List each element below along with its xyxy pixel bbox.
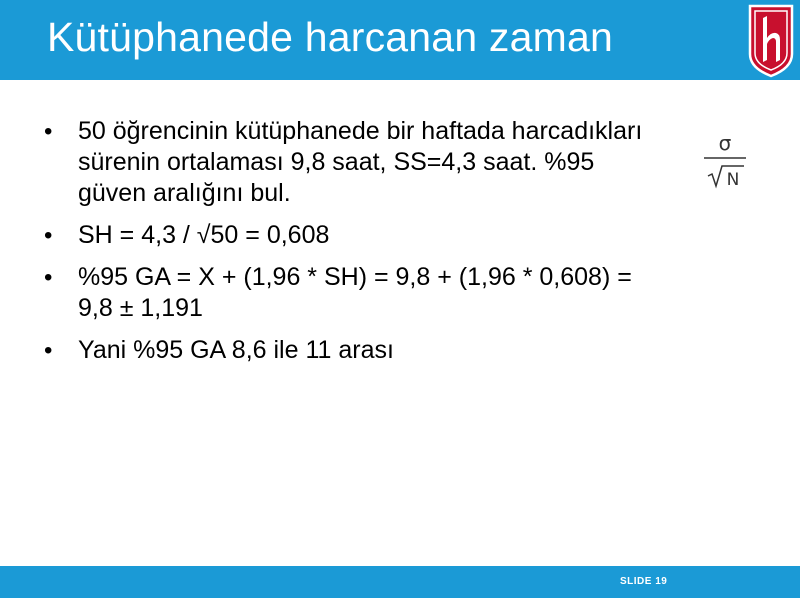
footer-bar <box>0 566 800 598</box>
bullet-item: • %95 GA = X + (1,96 * SH) = 9,8 + (1,96 * 0,608) = 9,8 ± 1,191 <box>44 262 664 324</box>
formula-numerator: σ <box>718 131 732 155</box>
header-bar <box>0 0 800 80</box>
standard-error-formula <box>700 130 750 194</box>
slide-number: SLIDE 19 <box>620 576 668 587</box>
bullet-item: • SH = 4,3 / √50 = 0,608 <box>44 220 664 251</box>
slide-title: Kütüphanede harcanan zaman <box>47 14 613 60</box>
university-logo-icon <box>744 2 798 78</box>
bullet-list <box>44 116 664 377</box>
formula-denominator: N <box>726 170 740 190</box>
bullet-item: • 50 öğrencinin kütüphanede bir haftada harcadıkları sürenin ortalaması 9,8 saat, SS=4,3 saat. %95 güven aralığını bul. <box>44 116 664 209</box>
bullet-item: • Yani %95 GA 8,6 ile 11 arası <box>44 335 664 366</box>
